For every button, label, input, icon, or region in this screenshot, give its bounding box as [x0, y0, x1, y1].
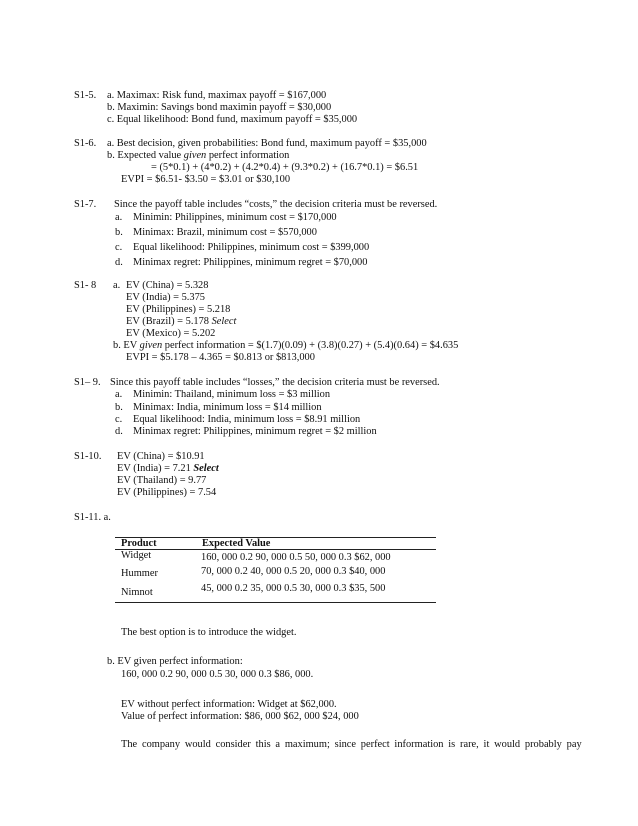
ev-line: EV (Mexico) = 5.202 [126, 328, 216, 339]
answer-line: Equal likelihood: India, minimum loss = $8.91 million [133, 414, 361, 425]
problem-label: S1-10. [74, 451, 102, 462]
table-cell-product: Hummer [121, 568, 158, 579]
table-header-rule [115, 549, 436, 550]
subpart-heading: b. EV given perfect information: [107, 656, 243, 667]
table-cell-value: 160, 000 0.2 90, 000 0.5 50, 000 0.3 $62, 000 [201, 552, 391, 563]
answer-line: b. EV given perfect information = $(1.7)(0.09) + (3.8)(0.27) + (5.4)(0.64) = $4.635 [113, 340, 459, 351]
problem-label: S1-11. a. [74, 512, 111, 523]
ev-line: EV (China) = 5.328 [126, 280, 209, 291]
answer-line: Minimin: Thailand, minimum loss = $3 million [133, 389, 331, 400]
evpi-line: EVPI = $6.51- $3.50 = $3.01 or $30,100 [121, 174, 291, 185]
answer-line: a. Best decision, given probabilities: Bond fund, maximum payoff = $35,000 [107, 138, 427, 149]
table-cell-product: Nimnot [121, 587, 153, 598]
ev-line: EV (Brazil) = 5.178 Select [126, 316, 237, 327]
answer-line: Minimax: Brazil, minimum cost = $570,000 [133, 227, 317, 238]
answer-line: b. Expected value given perfect information [107, 150, 290, 161]
problem-label: S1- 8 [74, 280, 97, 291]
answer-line: Value of perfect information: $86, 000 $62, 000 $24, 000 [121, 711, 359, 722]
intro-line: Since the payoff table includes “costs,” the decision criteria must be reversed. [114, 199, 438, 210]
answer-line: Minimin: Philippines, minimum cost = $170,000 [133, 212, 337, 223]
table-header-expected-value: Expected Value [202, 538, 271, 549]
conclusion-line: The best option is to introduce the widget. [121, 627, 297, 638]
item-letter: b. [115, 227, 123, 238]
formula-line: 160, 000 0.2 90, 000 0.5 30, 000 0.3 $86, 000. [121, 669, 314, 680]
item-letter: c. [115, 414, 123, 425]
table-cell-product: Widget [121, 550, 152, 561]
answer-line: Minimax regret: Philippines, minimum regret = $70,000 [133, 257, 368, 268]
table-cell-value: 70, 000 0.2 40, 000 0.5 20, 000 0.3 $40, 000 [201, 566, 386, 577]
problem-label: S1-7. [74, 199, 97, 210]
table-cell-value: 45, 000 0.2 35, 000 0.5 30, 000 0.3 $35, 500 [201, 583, 386, 594]
item-letter: a. [113, 280, 121, 291]
select-marker: Select [211, 316, 237, 327]
answer-line: Minimax: India, minimum loss = $14 million [133, 402, 322, 413]
ev-line: EV (Thailand) = 9.77 [117, 475, 207, 486]
problem-label: S1-6. [74, 138, 97, 149]
ev-line: EV (India) = 5.375 [126, 292, 205, 303]
answer-line: Minimax regret: Philippines, minimum regret = $2 million [133, 426, 377, 437]
item-letter: b. [115, 402, 123, 413]
intro-line: Since this payoff table includes “losses,” the decision criteria must be reversed. [110, 377, 440, 388]
formula-line: = (5*0.1) + (4*0.2) + (4.2*0.4) + (9.3*0.2) + (16.7*0.1) = $6.51 [151, 162, 419, 173]
item-letter: a. [115, 389, 123, 400]
evpi-line: EVPI = $5.178 – 4.365 = $0.813 or $813,000 [126, 352, 315, 363]
ev-line: EV (Philippines) = 5.218 [126, 304, 231, 315]
ev-line: EV (Philippines) = 7.54 [117, 487, 217, 498]
item-letter: d. [115, 426, 123, 437]
ev-line: EV (India) = 7.21 Select [117, 463, 219, 474]
answer-line: a. Maximax: Risk fund, maximax payoff = $167,000 [107, 90, 327, 101]
select-marker: Select [193, 463, 219, 474]
problem-label: S1– 9. [74, 377, 101, 388]
table-top-rule [115, 537, 436, 538]
answer-line: EV without perfect information: Widget at $62,000. [121, 699, 337, 710]
ev-line: EV (China) = $10.91 [117, 451, 205, 462]
answer-line: c. Equal likelihood: Bond fund, maximum payoff = $35,000 [107, 114, 358, 125]
closing-line: The company would consider this a maximum; since perfect information is rare, it would probably pay [121, 739, 582, 750]
answer-line: Equal likelihood: Philippines, minimum cost = $399,000 [133, 242, 370, 253]
item-letter: a. [115, 212, 123, 223]
table-header-product: Product [121, 538, 157, 549]
answer-line: b. Maximin: Savings bond maximin payoff = $30,000 [107, 102, 332, 113]
item-letter: d. [115, 257, 123, 268]
item-letter: c. [115, 242, 123, 253]
table-bottom-rule [115, 602, 436, 603]
problem-label: S1-5. [74, 90, 97, 101]
